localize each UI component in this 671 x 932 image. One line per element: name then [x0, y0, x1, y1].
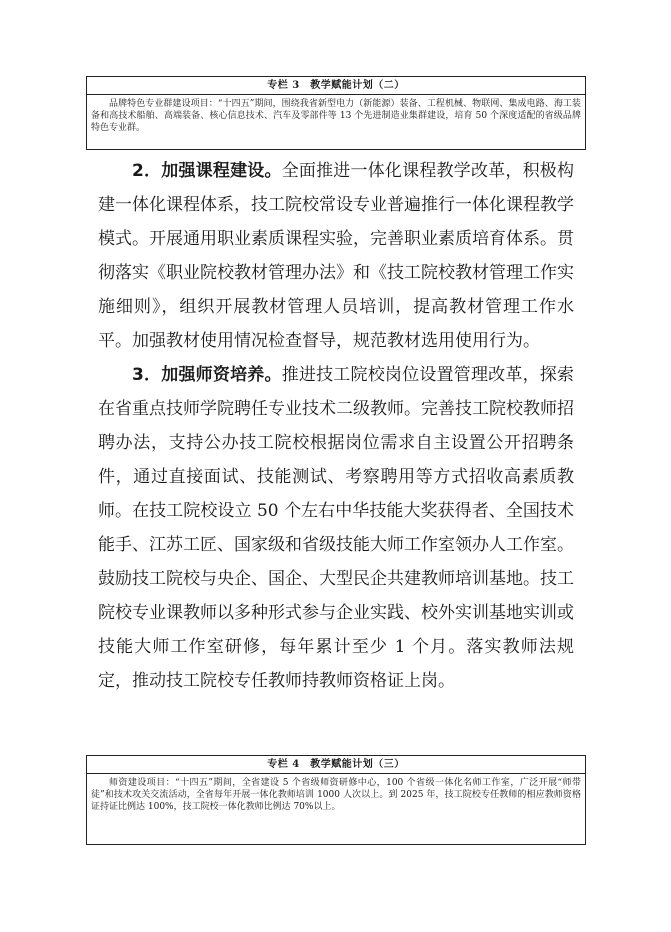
- body-text: [98, 154, 574, 698]
- paragraph-course-construction: [98, 154, 574, 358]
- column-box-4: [86, 755, 586, 845]
- column-box-3: [86, 76, 586, 150]
- column-box-3-title: 专栏 3 教学赋能计划（二）: [87, 77, 585, 95]
- paragraph-heading: 3．加强师资培养。: [132, 365, 282, 385]
- paragraph-teacher-training: [98, 358, 574, 698]
- column-box-4-title: 专栏 4 教学赋能计划（三）: [87, 756, 585, 774]
- column-box-3-body: 品牌特色专业群建设项目：“十四五”期间，围绕我省新型电力（新能源）装备、工程机械、物联网、集成电路、海工装备和高技术船舶、高端装备、核心信息技术、汽车及零部件等 13 个先进制造业集群建设，培育 50 个深度适配的省级品牌特色专业群。: [91, 99, 581, 133]
- paragraph-heading: 2．加强课程建设。: [132, 161, 282, 181]
- paragraph-text: 推进技工院校岗位设置管理改革，探索在省重点技师学院聘任专业技术二级教师。完善技工院校教师招聘办法，支持公办技工院校根据岗位需求自主设置公开招聘条件，通过直接面试、技能测试、考察聘用等方式招收高素质教师。在技工院校设立 50 个左右中华技能大奖获得者、全国技术能手、江苏工匠、国家级和省级技能大师工作室领办人工作室。鼓励技工院校与央企、国企、大型民企共建教师培训基地。技工院校专业课教师以多种形式参与企业实践、校外实训基地实训或技能大师工作室研修，每年累计至少 1 个月。落实教师法规定，推动技工院校专任教师持教师资格证上岗。: [98, 365, 574, 691]
- paragraph-text: 全面推进一体化课程教学改革，积极构建一体化课程体系，技工院校常设专业普遍推行一体化课程教学模式。开展通用职业素质课程实验，完善职业素质培育体系。贯彻落实《职业院校教材管理办法》和《技工院校教材管理工作实施细则》，组织开展教材管理人员培训，提高教材管理工作水平。加强教材使用情况检查督导，规范教材选用使用行为。: [98, 161, 574, 351]
- column-box-4-body: 师资建设项目：“十四五”期间，全省建设 5 个省级师资研修中心，100 个省级一体化名师工作室，广泛开展“师带徒”和技术攻关交流活动，全省每年开展一体化教师培训 1000 人次以上。到 2025 年，技工院校专任教师的相应教师资格证持证比例达 100%，技工院校一体化教师比例达 70%以上。: [91, 778, 581, 812]
